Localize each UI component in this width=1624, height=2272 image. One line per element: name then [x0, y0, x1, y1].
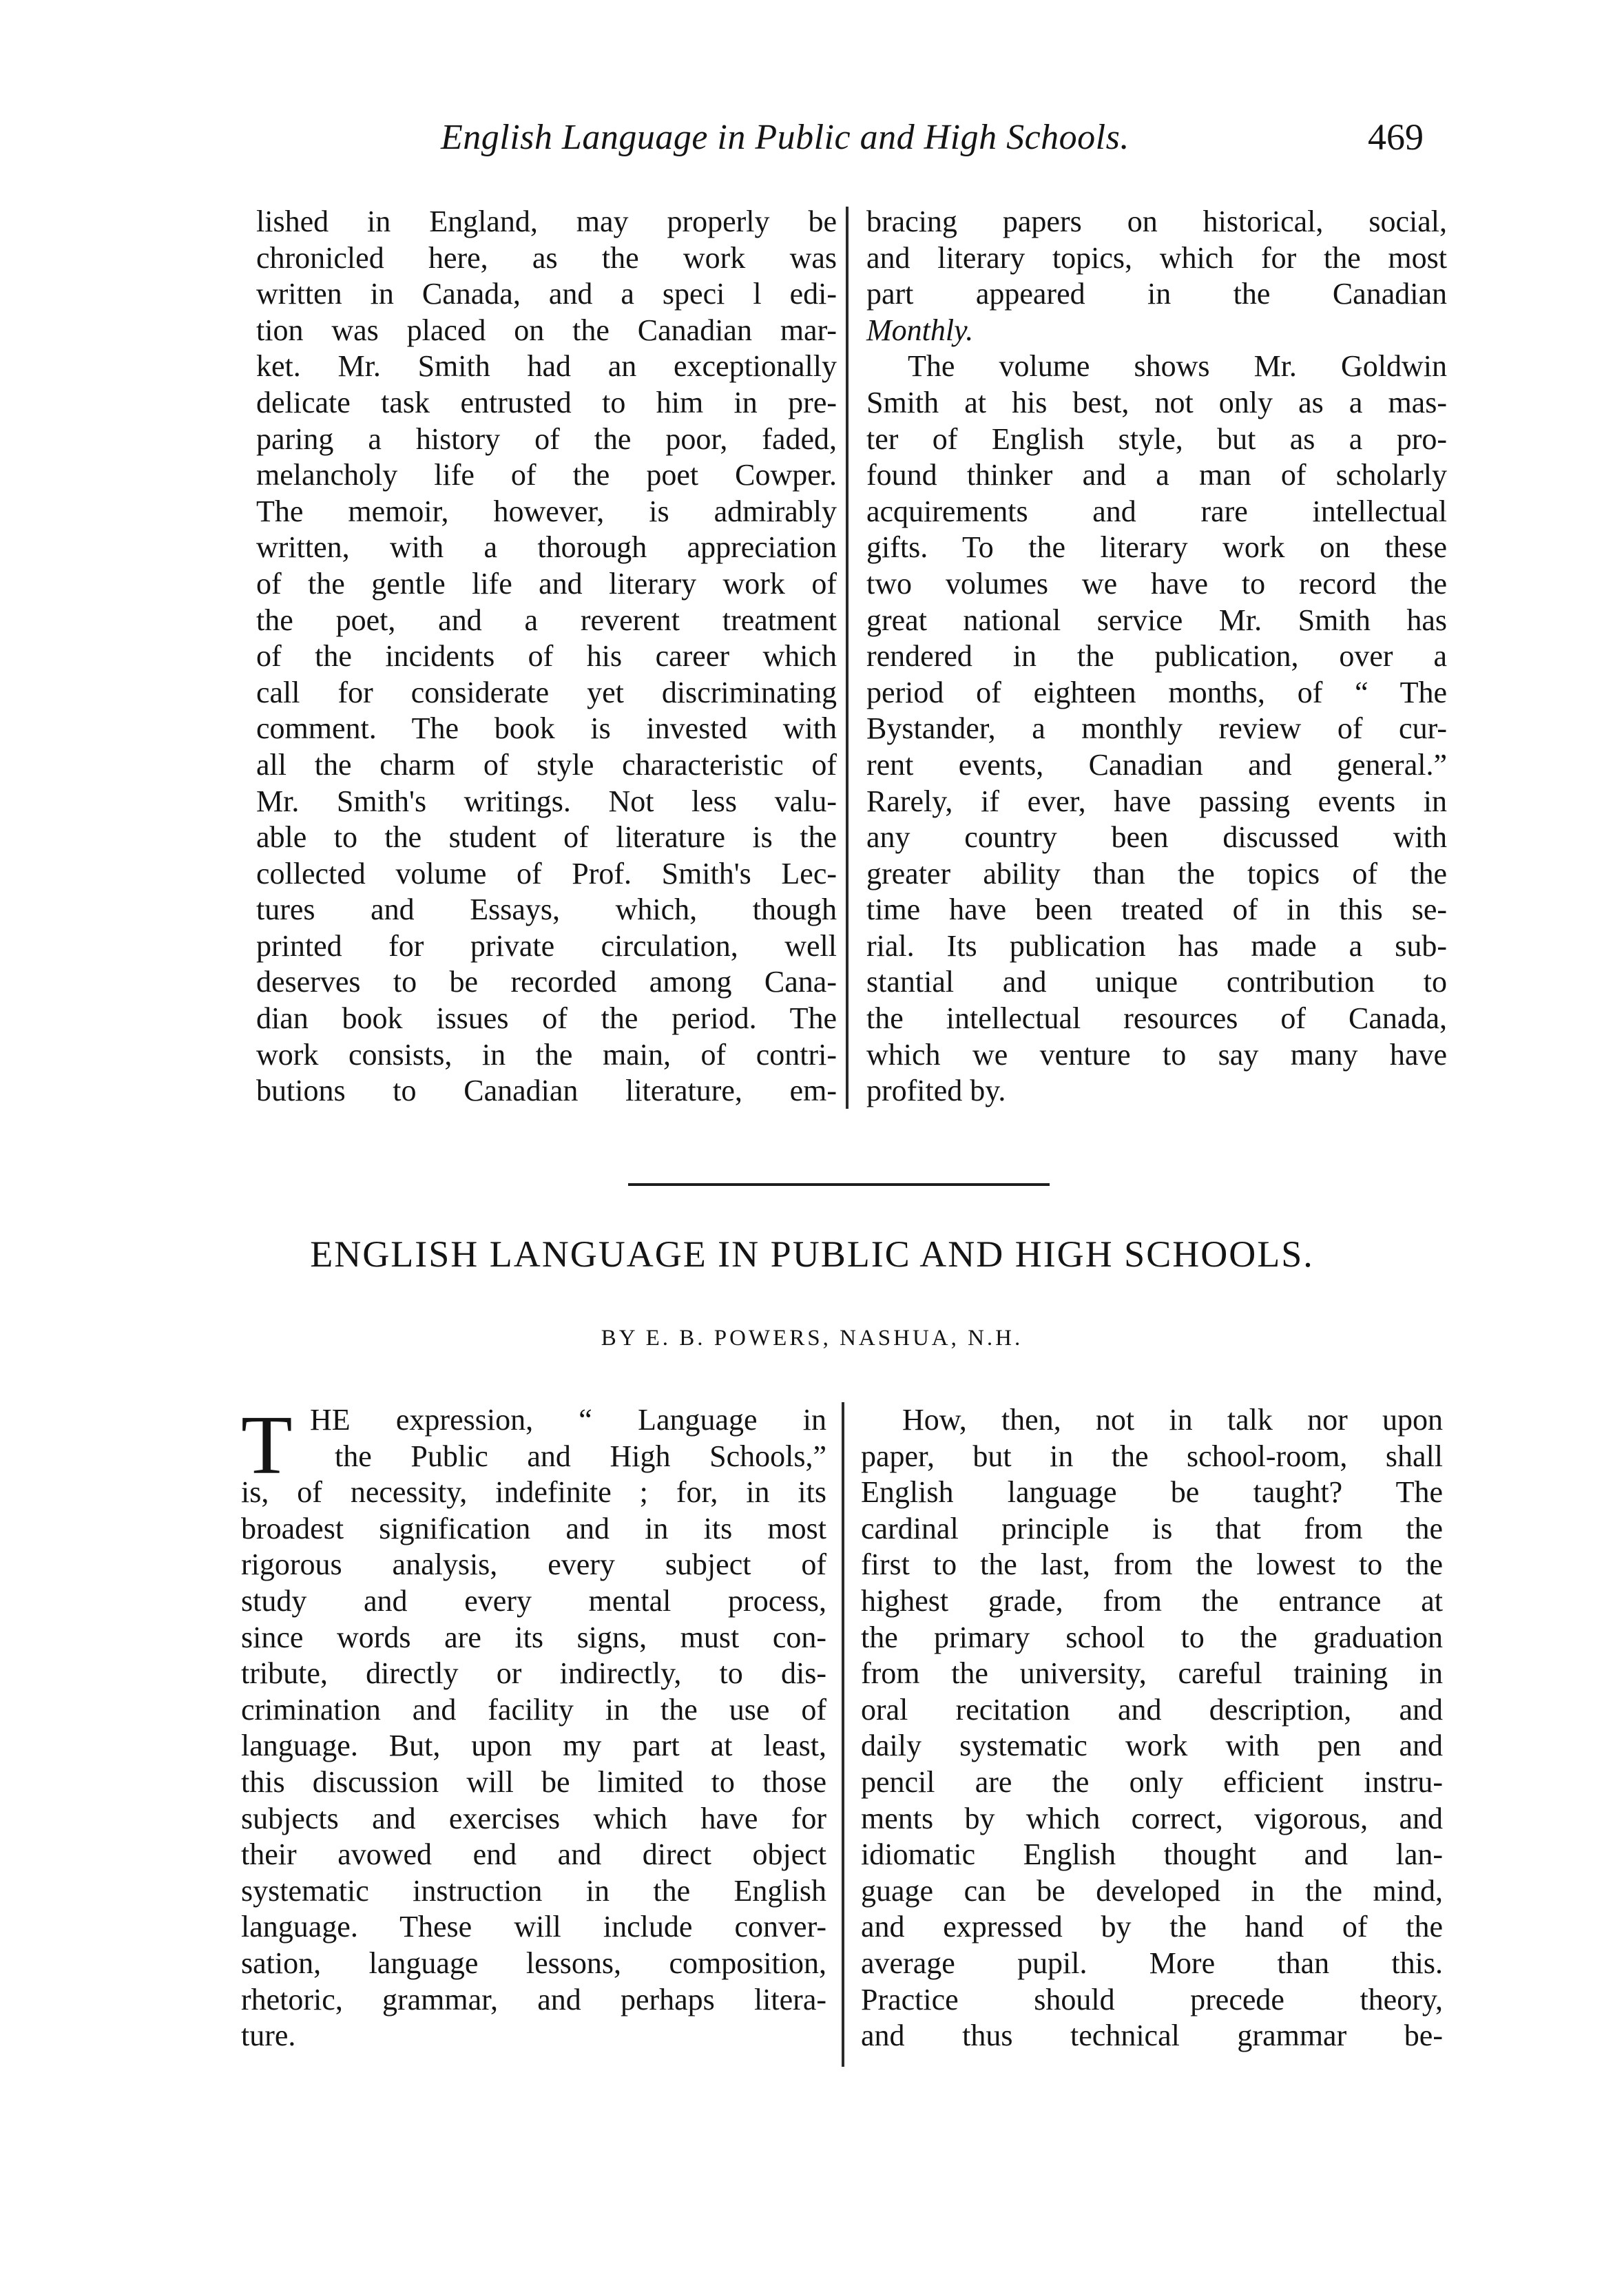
- text-line: daily systematic work with pen and: [861, 1729, 1443, 1763]
- text-line: study and every mental process,: [241, 1583, 826, 1618]
- text-line: tion was placed on the Canadian mar-: [256, 313, 837, 347]
- text-line: subjects and exercises which have for: [241, 1801, 826, 1835]
- text-line: highest grade, from the entrance at: [861, 1583, 1443, 1618]
- text-line: deserves to be recorded among Cana-: [256, 965, 837, 999]
- upper-right-column: [866, 204, 1447, 1109]
- text-line: average pupil. More than this.: [861, 1946, 1443, 1980]
- text-line: The memoir, however, is admirably: [256, 494, 837, 528]
- text-line: dian book issues of the period. The: [256, 1001, 837, 1036]
- text-line: stantial and unique contribution to: [866, 965, 1447, 999]
- text-line: the poet, and a reverent treatment: [256, 603, 837, 637]
- text-line: How, then, not in talk nor upon: [902, 1403, 1443, 1437]
- text-line: ket. Mr. Smith had an exceptionally: [256, 349, 837, 384]
- text-line: cardinal principle is that from the: [861, 1511, 1443, 1545]
- text-line: time have been treated of in this se-: [866, 893, 1447, 927]
- text-line: language. But, upon my part at least,: [241, 1729, 826, 1763]
- text-line: rigorous analysis, every subject of: [241, 1547, 826, 1582]
- column-divider: [842, 1402, 844, 2067]
- text-line: oral recitation and description, and: [861, 1692, 1443, 1727]
- text-line: Monthly.: [866, 313, 974, 347]
- text-line: first to the last, from the lowest to the: [861, 1547, 1443, 1582]
- text-line: two volumes we have to record the: [866, 566, 1447, 601]
- text-line: lished in England, may properly be: [256, 205, 837, 238]
- article-left-column: [241, 1399, 826, 2054]
- text-line: gifts. To the literary work on these: [866, 530, 1447, 565]
- text-line: tures and Essays, which, though: [256, 893, 837, 927]
- text-line: since words are its signs, must con-: [241, 1620, 826, 1654]
- text-line: comment. The book is invested with: [256, 711, 837, 746]
- article-title: ENGLISH LANGUAGE IN PUBLIC AND HIGH SCHOOLS.: [310, 1233, 1314, 1275]
- text-line: rhetoric, grammar, and perhaps litera-: [241, 1982, 826, 2016]
- article-right-column: [861, 1402, 1443, 2054]
- text-line: ture.: [241, 2019, 296, 2053]
- text-line: all the charm of style characteristic of: [256, 747, 837, 782]
- text-line: written in Canada, and a speci l edi-: [256, 277, 837, 311]
- text-line: collected volume of Prof. Smith's Lec-: [256, 856, 837, 890]
- text-line: systematic instruction in the English: [241, 1873, 826, 1908]
- article-byline: BY E. B. POWERS, NASHUA, N.H.: [601, 1326, 1023, 1351]
- text-line: paring a history of the poor, faded,: [256, 421, 837, 456]
- column-divider: [846, 207, 849, 1109]
- text-line: guage can be developed in the mind,: [861, 1873, 1443, 1908]
- text-line: tribute, directly or indirectly, to dis-: [241, 1656, 826, 1691]
- text-line: crimination and facility in the use of: [241, 1692, 826, 1727]
- text-line: rent events, Canadian and general.”: [866, 747, 1447, 782]
- text-line: delicate task entrusted to him in pre-: [256, 385, 837, 419]
- text-line: found thinker and a man of scholarly: [866, 458, 1447, 492]
- text-line: Rarely, if ever, have passing events in: [866, 784, 1447, 818]
- text-line: bracing papers on historical, social,: [866, 205, 1447, 238]
- text-line: greater ability than the topics of the: [866, 856, 1447, 890]
- text-line: rendered in the publication, over a: [866, 639, 1447, 674]
- text-line: butions to Canadian literature, em-: [256, 1074, 837, 1108]
- text-line: this discussion will be limited to those: [241, 1764, 826, 1799]
- text-line: the primary school to the graduation: [861, 1620, 1443, 1654]
- text-line: language. These will include conver-: [241, 1910, 826, 1944]
- text-line: Bystander, a monthly review of cur-: [866, 711, 1447, 746]
- text-line: call for considerate yet discriminating: [256, 675, 837, 709]
- text-line: paper, but in the school-room, shall: [861, 1439, 1443, 1473]
- text-line: The volume shows Mr. Goldwin: [908, 349, 1447, 384]
- running-title: English Language in Public and High Schools.: [441, 118, 1129, 157]
- text-line: Smith at his best, not only as a mas-: [866, 385, 1447, 419]
- text-line: pencil are the only efficient instru-: [861, 1764, 1443, 1799]
- text-line: idiomatic English thought and lan-: [861, 1837, 1443, 1872]
- text-line: Mr. Smith's writings. Not less valu-: [256, 784, 837, 818]
- text-line: acquirements and rare intellectual: [866, 494, 1447, 528]
- text-line: HE expression, “ Language in: [310, 1403, 826, 1437]
- text-line: period of eighteen months, of “ The: [866, 675, 1447, 709]
- text-line: and literary topics, which for the most: [866, 240, 1447, 275]
- section-separator-rule: [628, 1183, 1050, 1186]
- text-line: part appeared in the Canadian: [866, 277, 1447, 311]
- text-line: English language be taught? The: [861, 1475, 1443, 1510]
- text-line: and expressed by the hand of the: [861, 1910, 1443, 1944]
- text-line: ter of English style, but as a pro-: [866, 421, 1447, 456]
- upper-left-column: [256, 204, 837, 1109]
- text-line: and thus technical grammar be-: [861, 2019, 1443, 2053]
- text-line: of the gentle life and literary work of: [256, 566, 837, 601]
- text-line: which we venture to say many have: [866, 1037, 1447, 1072]
- text-line: their avowed end and direct object: [241, 1837, 826, 1872]
- text-line: rial. Its publication has made a sub-: [866, 928, 1447, 963]
- text-line: ments by which correct, vigorous, and: [861, 1801, 1443, 1835]
- text-line: printed for private circulation, well: [256, 928, 837, 963]
- page-number: 469: [1368, 116, 1424, 158]
- text-line: great national service Mr. Smith has: [866, 603, 1447, 637]
- text-line: of the incidents of his career which: [256, 639, 837, 674]
- text-line: melancholy life of the poet Cowper.: [256, 458, 837, 492]
- text-line: sation, language lessons, composition,: [241, 1946, 826, 1980]
- text-line: work consists, in the main, of contri-: [256, 1037, 837, 1072]
- text-line: any country been discussed with: [866, 820, 1447, 855]
- text-line: is, of necessity, indefinite ; for, in its: [241, 1475, 826, 1510]
- text-line: the intellectual resources of Canada,: [866, 1001, 1447, 1036]
- text-line: the Public and High Schools,”: [335, 1439, 826, 1473]
- text-line: broadest signification and in its most: [241, 1511, 826, 1545]
- text-line: from the university, careful training in: [861, 1656, 1443, 1691]
- text-line: Practice should precede theory,: [861, 1982, 1443, 2016]
- drop-cap: T: [241, 1399, 293, 1492]
- text-line: written, with a thorough appreciation: [256, 530, 837, 565]
- text-line: chronicled here, as the work was: [256, 240, 837, 275]
- text-line: profited by.: [866, 1074, 1006, 1108]
- text-line: able to the student of literature is the: [256, 820, 837, 855]
